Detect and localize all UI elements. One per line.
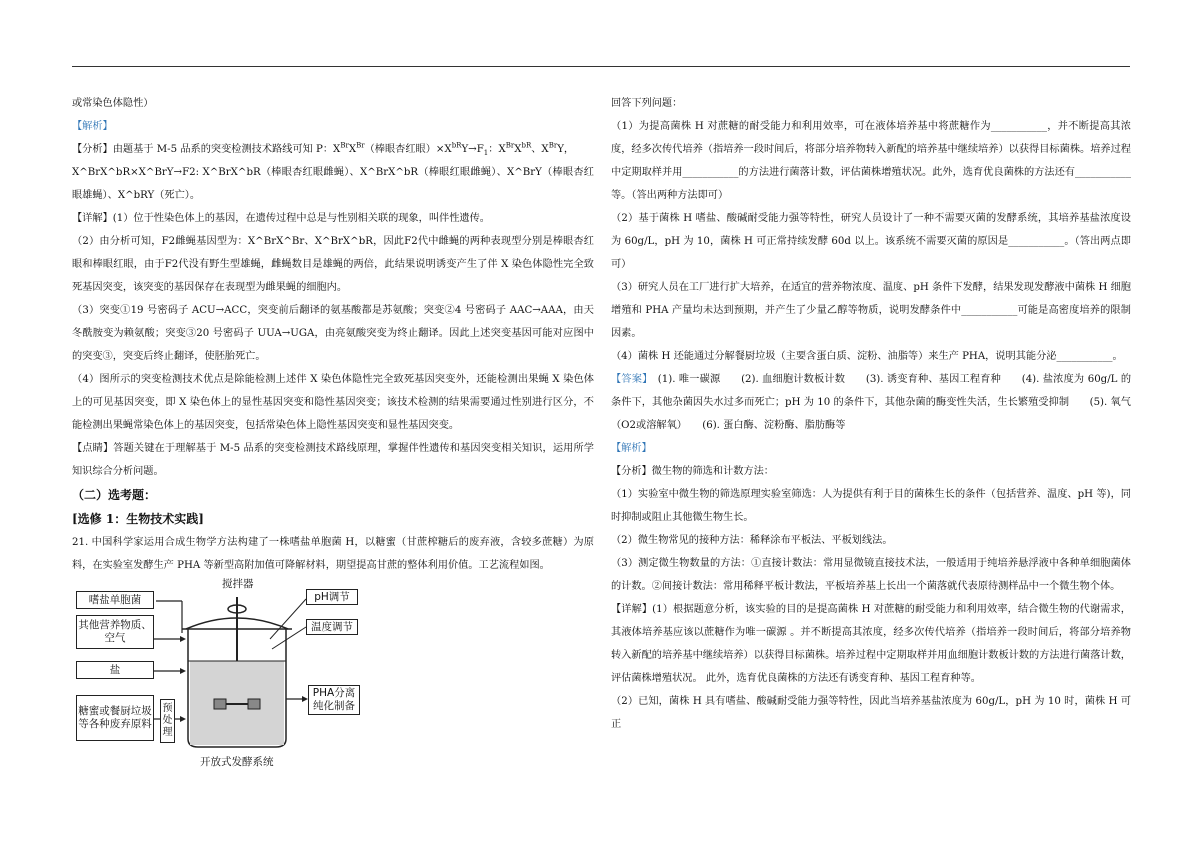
analysis-paragraph: 【分析】由题基于 M-5 品系的突变检测技术路线可知 P：$X^{Br}X^{Br}$（棒眼杏红眼）$\times X^{bR}Y\to F_1$：$X^{Br}X^{bR}$、$X^{Br}Y$， X^BrX^bR×X^BrY→F2: X^BrX^bR（棒眼杏红眼雌蝇）、X^BrX^bR（棒眼红眼雌蝇）、X^BrY（棒眼杏红眼雄蝇）、X^bRY（死亡）。 xyxy=(72,141,594,201)
question-part-3: （3）研究人员在工厂进行扩大培养，在适宜的营养物浓度、温度、pH 条件下发酵，结果发现发酵液中菌株 H 细胞增殖和 PHA 产量均未达到预期，并产生了少量乙醇等物质，说明发酵条件中___________可能是高密度培养的限制因素。 xyxy=(611,282,1131,339)
question-part-2: （2）基于菌株 H 嗜盐、酸碱耐受能力强等特性，研究人员设计了一种不需要灭菌的发酵系统，其培养基盐浓度设为 60g/L，pH 为 10，菌株 H 可正常持续发酵 60d 以上。该系统不需要灭菌的原因是___________。（答出两点即可） xyxy=(611,213,1131,270)
pha-box: PHA分离纯化制备 xyxy=(308,685,360,715)
paragraph: 回答下列问题： xyxy=(611,98,683,109)
detail-paragraph-1: 【详解】(1）根据题意分析，该实验的目的是提高菌株 H 对蔗糖的耐受能力和利用效率，结合微生物的代谢需求，其液体培养基应该以蔗糖作为唯一碳源 。并不断提高其浓度，经多次传代培养（指培养一段时间后，将部分培养物转入新配的培养基中继续培养）以获得目标菌株。培养过程中定期取样并用血细胞计数板计数的方法进行菌落计数，评估菌株增殖状况。 此外，选育优良菌株的方法还有诱变育种、基因工程育种等。 xyxy=(611,604,1131,684)
left-column xyxy=(72,92,594,768)
system-label: 开放式发酵系统 xyxy=(200,756,274,768)
analysis-item-1: （1）实验室中微生物的筛选原理实验室筛选：人为提供有利于目的菌株生长的条件（包括营养、温度、pH 等)，同时抑制或阻止其他微生物生长。 xyxy=(611,489,1131,523)
input-box-nutrients: 其他营养物质、空气 xyxy=(76,615,154,649)
input-box-salt: 盐 xyxy=(76,661,154,679)
detail-paragraph-1: 【详解】(1）位于性染色体上的基因，在遗传过程中总是与性别相关联的现象，叫伴性遗传。 xyxy=(72,213,490,224)
input-box-waste: 糖蜜或餐厨垃圾等各种废弃原料 xyxy=(76,695,154,741)
process-diagram xyxy=(74,578,374,768)
question-part-1: （1）为提高菌株 H 对蔗糖的耐受能力和利用效率，可在液体培养基中将蔗糖作为___________，并不断提高其浓度，经多次传代培养（指培养一段时间后，将部分培养物转入新配的培养基中继续培养）以获得目标菌株。培养过程中定期取样并用___________的方法进行菌落计数，评估菌株增殖状况。此外，选育优良菌株的方法还有___________等。（答出两种方法即可） xyxy=(611,121,1131,201)
right-column xyxy=(611,92,1131,736)
comment-paragraph: 【点睛】答题关键在于理解基于 M-5 品系的突变检测技术路线原理，掌握伴性遗传和基因突变相关知识，运用所学知识综合分析问题。 xyxy=(72,443,594,477)
pretreat-box: 预处理 xyxy=(160,699,175,743)
section-tag-analysis: 【解析】 xyxy=(611,443,652,454)
question-21: 21. 中国科学家运用合成生物学方法构建了一株嗜盐单胞菌 H，以糖蜜（甘蔗榨糖后的废弃液，含较多蔗糖）为原料，在实验室发酵生产 PHA 等新型高附加值可降解材料，期望提高甘蔗的整体利用价值。工艺流程如图。 xyxy=(72,537,594,571)
section-heading: [选修 1：生物技术实践] xyxy=(72,512,204,526)
analysis-item-2: （2）微生物常见的接种方法：稀释涂布平板法、平板划线法。 xyxy=(611,535,893,546)
detail-paragraph-2: （2）已知，菌株 H 具有嗜盐、酸碱耐受能力强等特性，因此当培养基盐浓度为 60g/L，pH 为 10 时，菌株 H 可正 xyxy=(611,696,1131,730)
section-tag-answer: 【答案】 xyxy=(611,374,648,385)
answer-paragraph: 【答案】 (1). 唯一碳源 (2). 血细胞计数板计数 (3). 诱变育种、基因工程育种 (4). 盐浓度为 60g/L 的条件下，其他杂菌因失水过多而死亡；pH 为 10 的条件下，其他杂菌的酶变性失活，生长繁殖受抑制 (5). 氧气（O2或溶解氧） (6). 蛋白酶、淀粉酶、脂肪酶等 xyxy=(611,374,1132,431)
paragraph: 或常染色体隐性） xyxy=(72,98,154,109)
analysis-heading: 【分析】微生物的筛选和计数方法： xyxy=(611,466,774,477)
temp-box: 温度调节 xyxy=(306,619,358,635)
detail-paragraph-3: （3）突变①19 号密码子 ACU→ACC，突变前后翻译的氨基酸都是苏氨酸；突变②4 号密码子 AAC→AAA，由天冬酰胺变为赖氨酸；突变③20 号密码子 UUA→UGA，由亮氨酸突变为终止翻译。因此上述突变基因可能对应图中的突变③，突变后终止翻译，使胚胎死亡。 xyxy=(72,305,594,362)
analysis-item-3: （3）测定微生物数量的方法：①直接计数法：常用显微镜直接技术法，一般适用于纯培养悬浮液中各种单细胞菌体的计数。②间接计数法：常用稀释平板计数法，平板培养基上长出一个菌落就代表原待测样品中一个微生物个体。 xyxy=(611,558,1131,592)
ph-box: pH调节 xyxy=(306,589,358,605)
input-box-bacteria: 嗜盐单胞菌 xyxy=(76,591,154,609)
detail-paragraph-2: （2）由分析可知，F2雌蝇基因型为：X^BrX^Br、X^BrX^bR，因此F2代中雌蝇的两种表现型分别是棒眼杏红眼和棒眼红眼，由于F2代没有野生型雄蝇，雌蝇数目是雄蝇的两倍，此结果说明诱变产生了伴 X 染色体隐性完全致死基因突变，该突变的基因保存在表现型为雌果蝇的细胞内。 xyxy=(72,236,594,293)
stirrer-label: 搅拌器 xyxy=(222,578,254,590)
section-tag-analysis: 【解析】 xyxy=(72,121,113,132)
section-heading: （二）选考题： xyxy=(72,488,157,502)
header-rule xyxy=(72,66,1130,67)
detail-paragraph-4: （4）图所示的突变检测技术优点是除能检测上述伴 X 染色体隐性完全致死基因突变外，还能检测出果蝇 X 染色体上的可见基因突变，即 X 染色体上的显性基因突变和隐性基因突变；该技术检测的结果需要通过性别进行区分，不能检测出果蝇常染色体上的基因突变，包括常染色体上隐性基因突变和显性基因突变。 xyxy=(72,374,594,431)
analysis-line2: X^BrX^bR×X^BrY→F2: X^BrX^bR（棒眼杏红眼雌蝇）、X^BrX^bR（棒眼红眼雌蝇）、X^BrY（棒眼杏红眼雄蝇）、X^bRY（死亡）。 xyxy=(72,167,594,201)
question-part-4: （4）菌株 H 还能通过分解餐厨垃圾（主要含蛋白质、淀粉、油脂等）来生产 PHA，说明其能分泌___________。 xyxy=(611,351,1123,362)
